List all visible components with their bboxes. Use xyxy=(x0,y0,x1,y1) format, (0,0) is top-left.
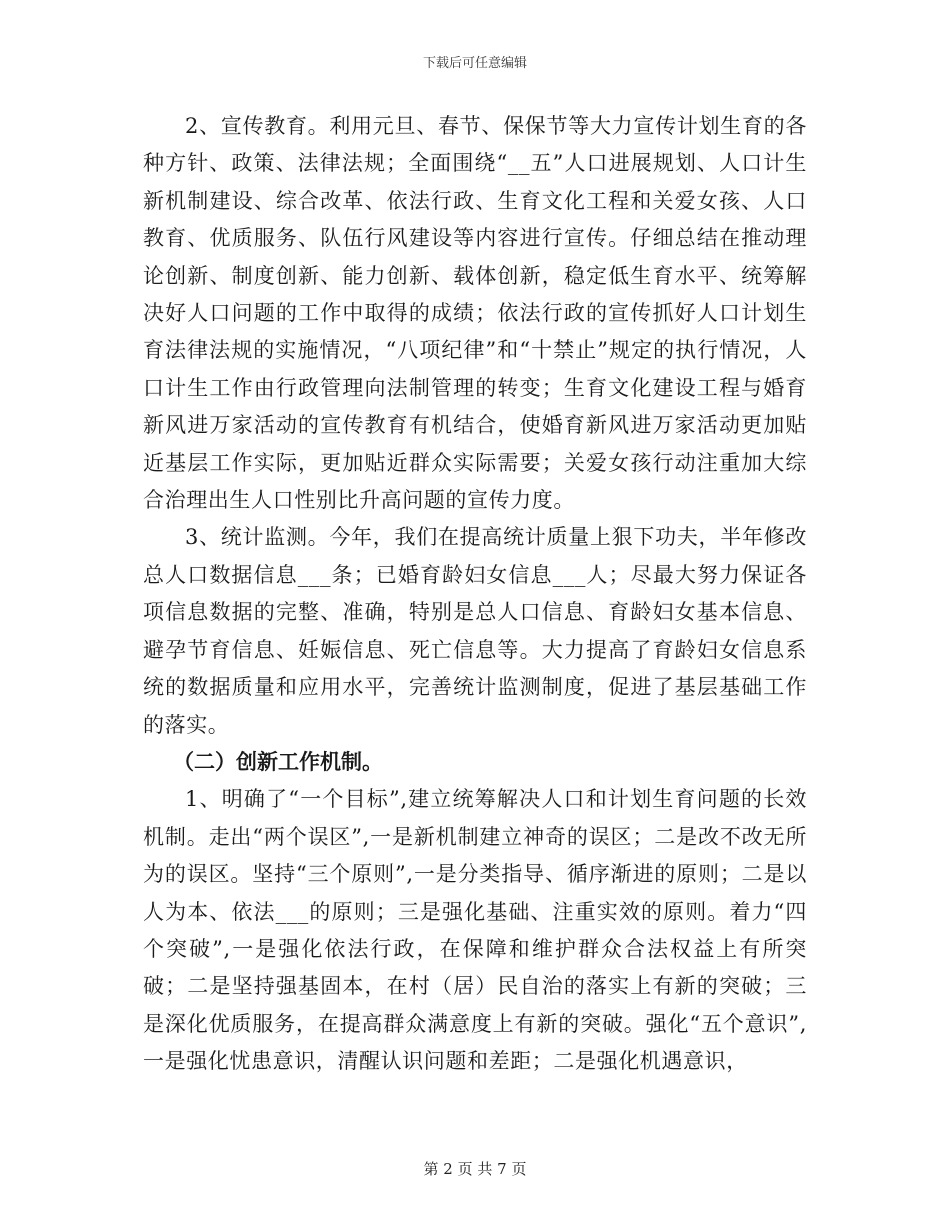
document-body xyxy=(143,108,807,1081)
header-note: 下载后可任意编辑 xyxy=(422,56,527,71)
paragraph-statistics: 3、统计监测。今年，我们在提高统计质量上狠下功夫，半年修改总人口数据信息___条；已婚育龄妇女信息___人；尽最大努力保证各项信息数据的完整、准确，特别是总人口信息、育龄妇女基本信息、避孕节育信息、妊娠信息、死亡信息等。大力提高了育龄妇女信息系统的数据质量和应用水平，完善统计监测制度，促进了基层基础工作的落实。 xyxy=(143,525,807,737)
paragraph-propaganda: 2、宣传教育。利用元旦、春节、保保节等大力宣传计划生育的各种方针、政策、法律法规；全面围绕“__五”人口进展规划、人口计生新机制建设、综合改革、依法行政、生育文化工程和关爱女孩、人口教育、优质服务、队伍行风建设等内容进行宣传。仔细总结在推动理论创新、制度创新、能力创新、载体创新，稳定低生育水平、统筹解决好人口问题的工作中取得的成绩；依法行政的宣传抓好人口计划生育法律法规的实施情况，“八项纪律”和“十禁止”规定的执行情况，人口计生工作由行政管理向法制管理的转变；生育文化建设工程与婚育新风进万家活动的宣传教育有机结合，使婚育新风进万家活动更加贴近基层工作实际，更加贴近群众实际需要；关爱女孩行动注重加大综合治理出生人口性别比升高问题的宣传力度。 xyxy=(143,114,807,513)
paragraph-mechanism: 1、明确了“一个目标”,建立统筹解决人口和计划生育问题的长效机制。走出“两个误区”,一是新机制建立神奇的误区；二是改不改无所为的误区。坚持“三个原则”,一是分类指导、循序渐进的原则；二是以人为本、依法___的原则；三是强化基础、注重实效的原则。着力“四个突破”,一是强化依法行政，在保障和维护群众合法权益上有所突破；二是坚持强基固本，在村（居）民自治的落实上有新的突破；三是深化优质服务，在提高群众满意度上有新的突破。强化“五个意识”,一是强化忧患意识，清醒认识问题和差距；二是强化机遇意识， xyxy=(143,787,807,1074)
section-heading: （二）创新工作机制。 xyxy=(173,749,383,774)
page-footer: 第 2 页 共 7 页 xyxy=(423,1160,527,1178)
